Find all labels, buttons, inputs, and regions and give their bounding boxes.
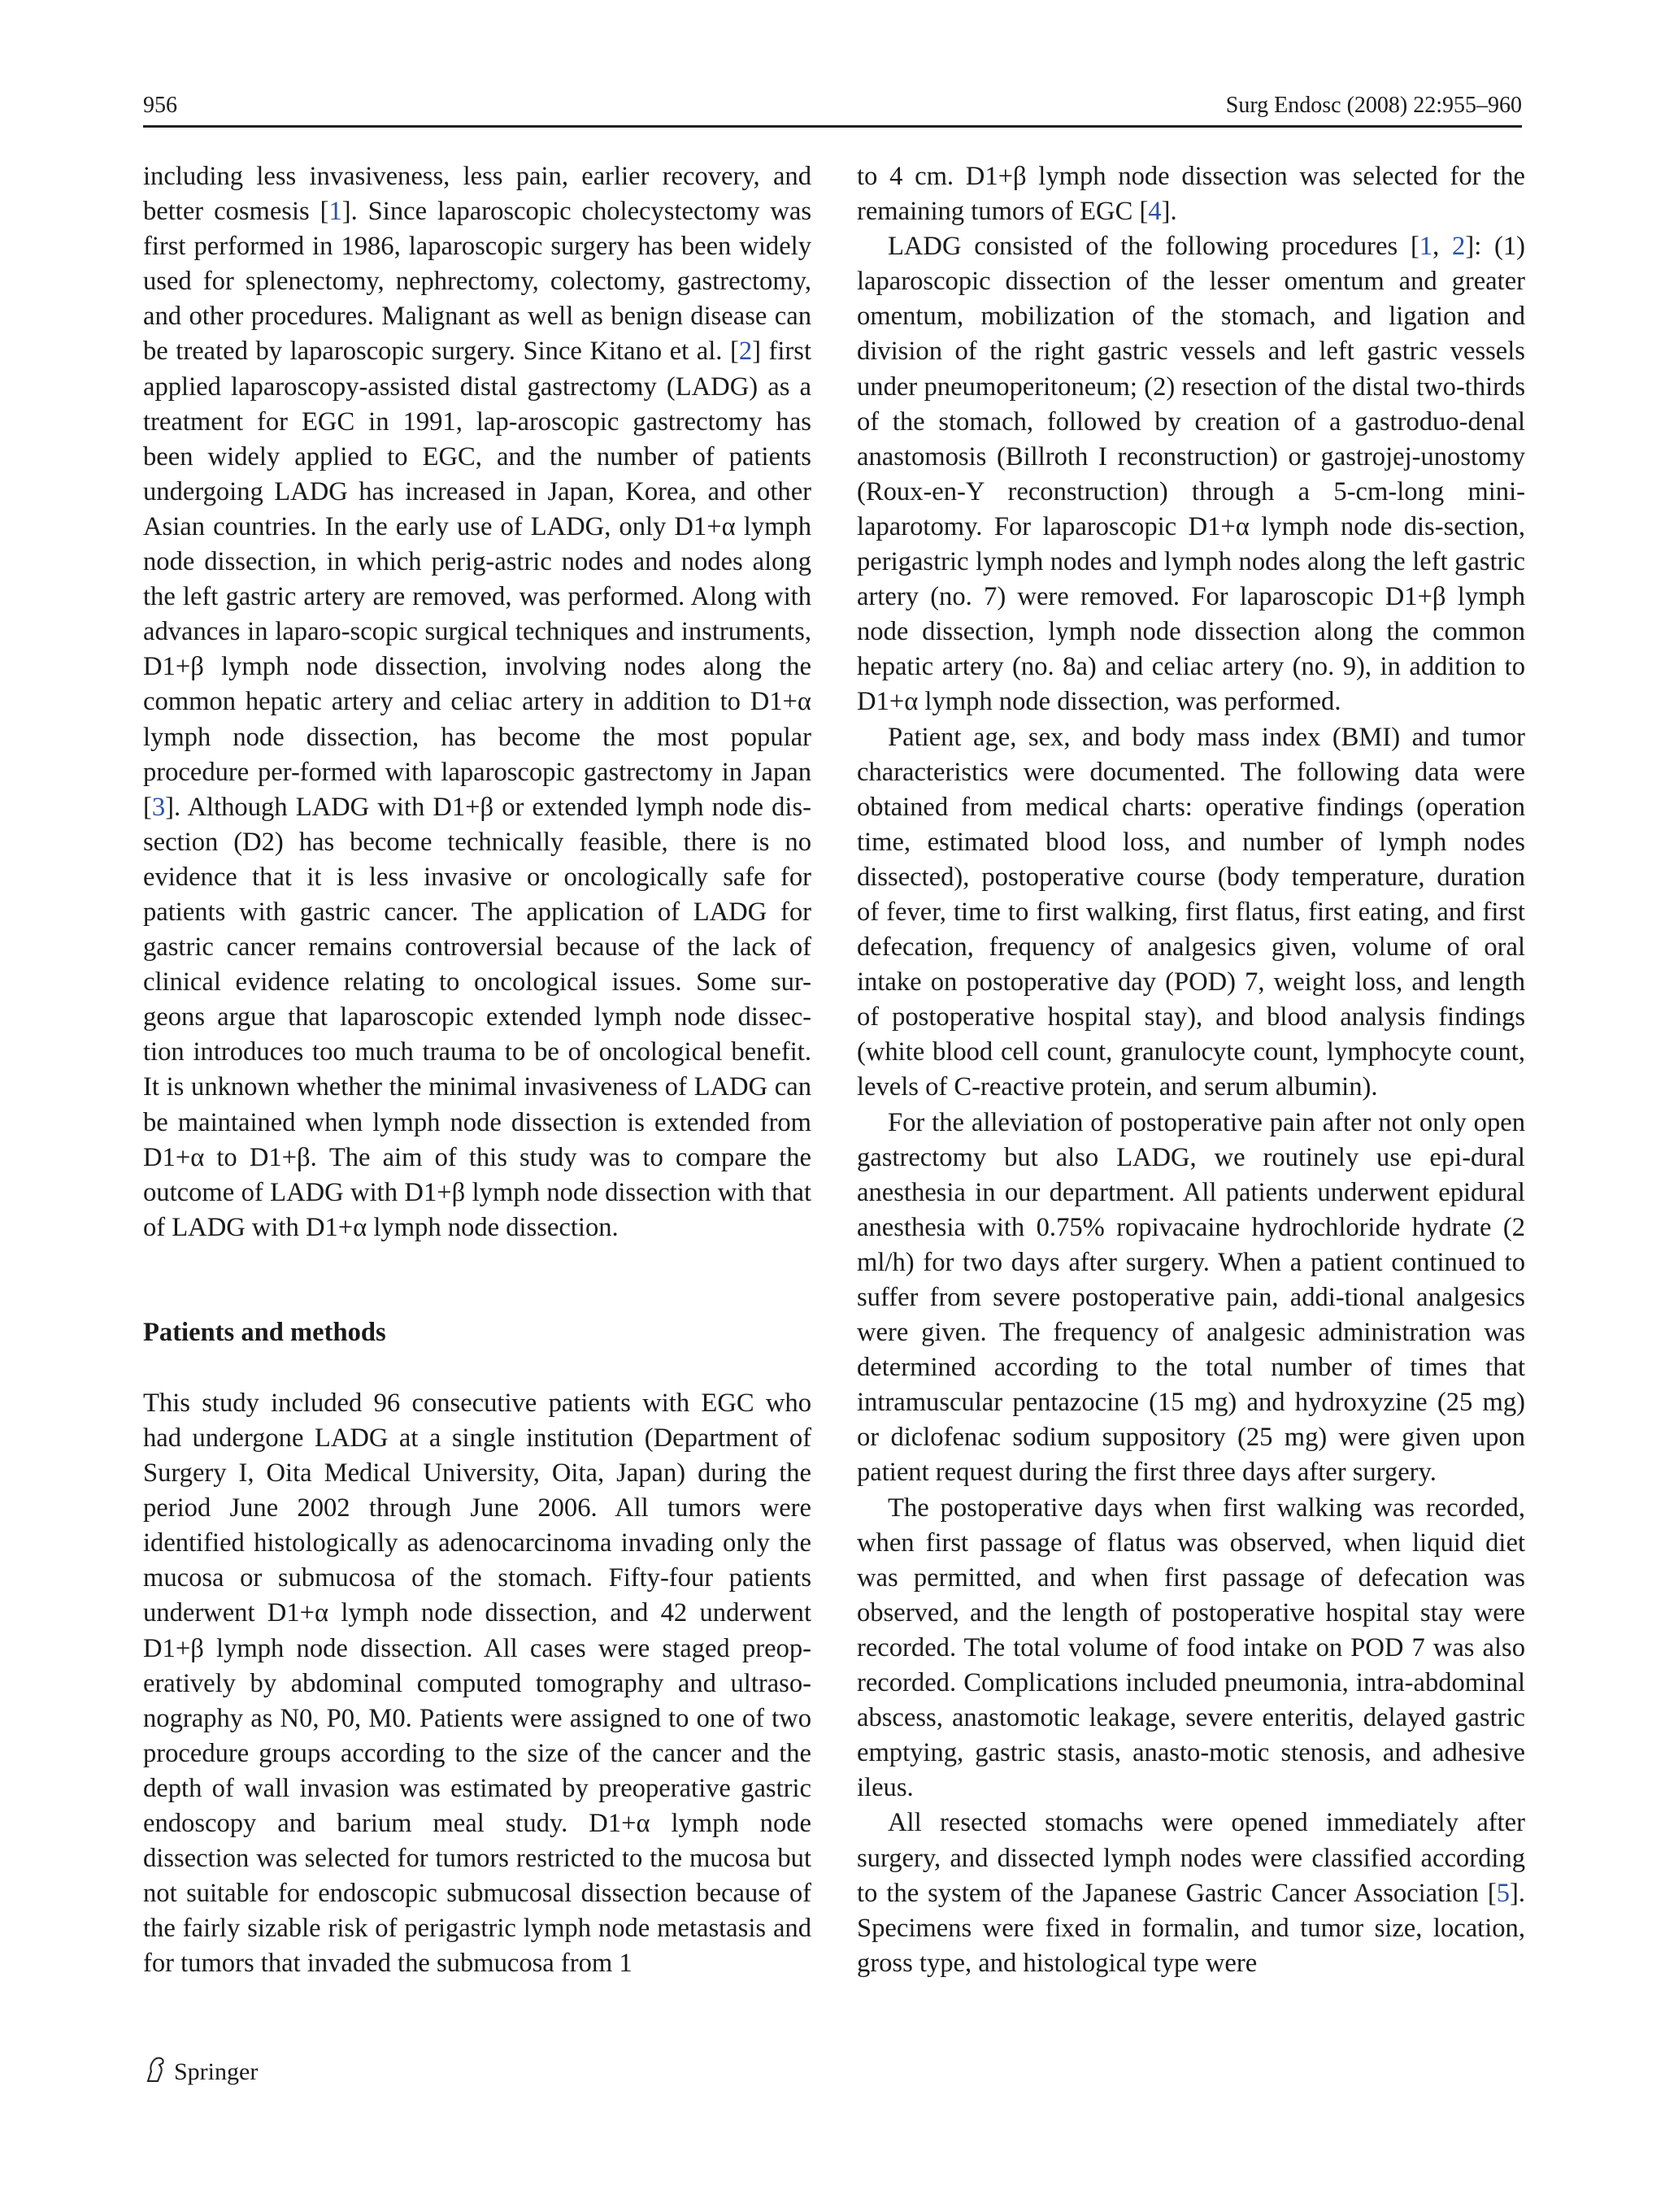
section-heading: Patients and methods bbox=[143, 1317, 386, 1347]
methods-paragraph: The postoperative days when first walking was recorded, when first passage of flatus was observed, when liquid diet was permitted, and when first passage of defecation was observed, and the length of postoperative hospital stay were recorded. The total volume of food intake on POD 7 was also recorded. Complications included pneumonia, intra-abdominal abscess, anastomotic leakage, severe enteritis, delayed gastric emptying, gastric stasis, anasto-motic stenosis, and adhesive ileus. bbox=[857, 1493, 1525, 1803]
methods-paragraph: LADG consisted of the following procedures [1, 2]: (1) laparoscopic dissection of the lesser omentum and greater omentum, mobilization of the stomach, and ligation and division of the right gastric vessels and left gastric vessels under pneumoperitoneum; (2) resection of the distal two-thirds of the stomach, followed by creation of a gastroduo-denal anastomosis (Billroth I reconstruction) or gastrojej-unostomy (Roux-en-Y reconstruction) through a 5-cm-long mini-laparotomy. For laparoscopic D1+α lymph node dis-section, perigastric lymph nodes and lymph nodes along the left gastric artery (no. 7) were removed. For laparoscopic D1+β lymph node dissection, lymph node dissection along the common hepatic artery (no. 8a) and celiac artery (no. 9), in addition to D1+α lymph node dissection, was performed. bbox=[857, 232, 1526, 717]
reference-link[interactable]: 2 bbox=[1452, 232, 1466, 262]
methods-paragraph: All resected stomachs were opened immediately after surgery, and dissected lymph nodes were classified according to the system of the Japanese Gastric Cancer Association [5]. Specimens were fixed in formalin, and tumor size, location, gross type, and histological type were bbox=[857, 1808, 1525, 1978]
running-header bbox=[143, 89, 1522, 128]
intro-paragraph: including less invasiveness, less pain, earlier recovery, and better cosmesis [1]. Since laparoscopic cholecystectomy was first performed in 1986, laparoscopic surgery has been widely used for splenectomy, nephrectomy, colectomy, gastrectomy, and other procedures. Malignant as well as benign disease can be treated by laparoscopic surgery. Since Kitano et al. [2] first applied laparoscopy-assisted distal gastrectomy (LADG) as a treatment for EGC in 1991, lap-aroscopic gastrectomy has been widely applied to EGC, and the number of patients undergoing LADG has increased in Japan, Korea, and other Asian countries. In the early use of LADG, only D1+α lymph node dissection, in which perig-astric nodes and nodes along the left gastric artery are removed, was performed. Along with advances in laparo-scopic surgical techniques and instruments, D1+β lymph node dissection, involving nodes along the common hepatic artery and celiac artery in addition to D1+α lymph node dissection, has become the most popular procedure per-formed with laparoscopic gastrectomy in Japan [3]. Although LADG with D1+β or extended lymph node dis-section (D2) has become technically feasible, there is no evidence that it is less invasive or oncologically safe for patients with gastric cancer. The application of LADG for gastric cancer remains controversial because of the lack of clinical evidence relating to oncological issues. Some sur-geons argue that laparoscopic extended lymph node dissec-tion introduces too much trauma to be of oncological benefit. It is unknown whether the minimal invasiveness of LADG can be maintained when lymph node dissection is extended from D1+α to D1+β. The aim of this study was to compare the outcome of LADG with D1+β lymph node dissection with that of LADG with D1+α lymph node dissection. bbox=[143, 162, 811, 1242]
reference-link[interactable]: 1 bbox=[328, 197, 342, 227]
methods-paragraph: to 4 cm. D1+β lymph node dissection was selected for the remaining tumors of EGC [4]. bbox=[857, 162, 1525, 227]
reference-link[interactable]: 2 bbox=[738, 337, 753, 367]
reference-link[interactable]: 5 bbox=[1496, 1878, 1510, 1908]
right-column bbox=[857, 159, 1525, 1981]
methods-paragraph: Patient age, sex, and body mass index (BMI) and tumor characteristics were documented. The following data were obtained from medical charts: operative findings (operation time, estimated blood loss, and number of lymph nodes dissected), postoperative course (body temperature, duration of fever, time to first walking, first flatus, first eating, and first defecation, frequency of analgesics given, volume of oral intake on postoperative day (POD) 7, weight loss, and length of postoperative hospital stay), and blood analysis findings (white blood cell count, granulocyte count, lymphocyte count, levels of C-reactive protein, and serum albumin). bbox=[857, 722, 1525, 1102]
methods-paragraph: For the alleviation of postoperative pain after not only open gastrectomy but also LADG, we routinely use epi-dural anesthesia in our department. All patients underwent epidural anesthesia with 0.75% ropivacaine hydrochloride hydrate (2 ml/h) for two days after surgery. When a patient continued to suffer from severe postoperative pain, addi-tional analgesics were given. The frequency of analgesic administration was determined according to the total number of times that intramuscular pentazocine (15 mg) and hydroxyzine (25 mg) or diclofenac sodium suppository (25 mg) were given upon patient request during the first three days after surgery. bbox=[857, 1107, 1525, 1488]
methods-paragraph: This study included 96 consecutive patients with EGC who had undergone LADG at a single institution (Department of Surgery I, Oita Medical University, Oita, Japan) during the period June 2002 through June 2006. All tumors were identified histologically as adenocarcinoma invading only the mucosa or submucosa of the stomach. Fifty-four patients underwent D1+α lymph node dissection, and 42 underwent D1+β lymph node dissection. All cases were staged preop-eratively by abdominal computed tomography and ultraso-nography as N0, P0, M0. Patients were assigned to one of two procedure groups according to the size of the cancer and the depth of wall invasion was estimated by preoperative gastric endoscopy and barium meal study. D1+α lymph node dissection was selected for tumors restricted to the mucosa but not suitable for endoscopic submucosal dissection because of the fairly sizable risk of perigastric lymph node metastasis and for tumors that invaded the submucosa from 1 bbox=[143, 1388, 811, 1979]
publisher-name: Springer bbox=[174, 2058, 259, 2085]
reference-link[interactable]: 3 bbox=[151, 792, 166, 822]
publisher-footer bbox=[143, 2055, 258, 2089]
reference-link[interactable]: 4 bbox=[1148, 197, 1162, 227]
reference-link[interactable]: 1 bbox=[1419, 232, 1433, 262]
page-number: 956 bbox=[143, 93, 177, 118]
journal-citation: Surg Endosc (2008) 22:955–960 bbox=[1225, 93, 1522, 118]
left-column bbox=[143, 159, 811, 1982]
springer-horse-icon bbox=[143, 2055, 167, 2089]
